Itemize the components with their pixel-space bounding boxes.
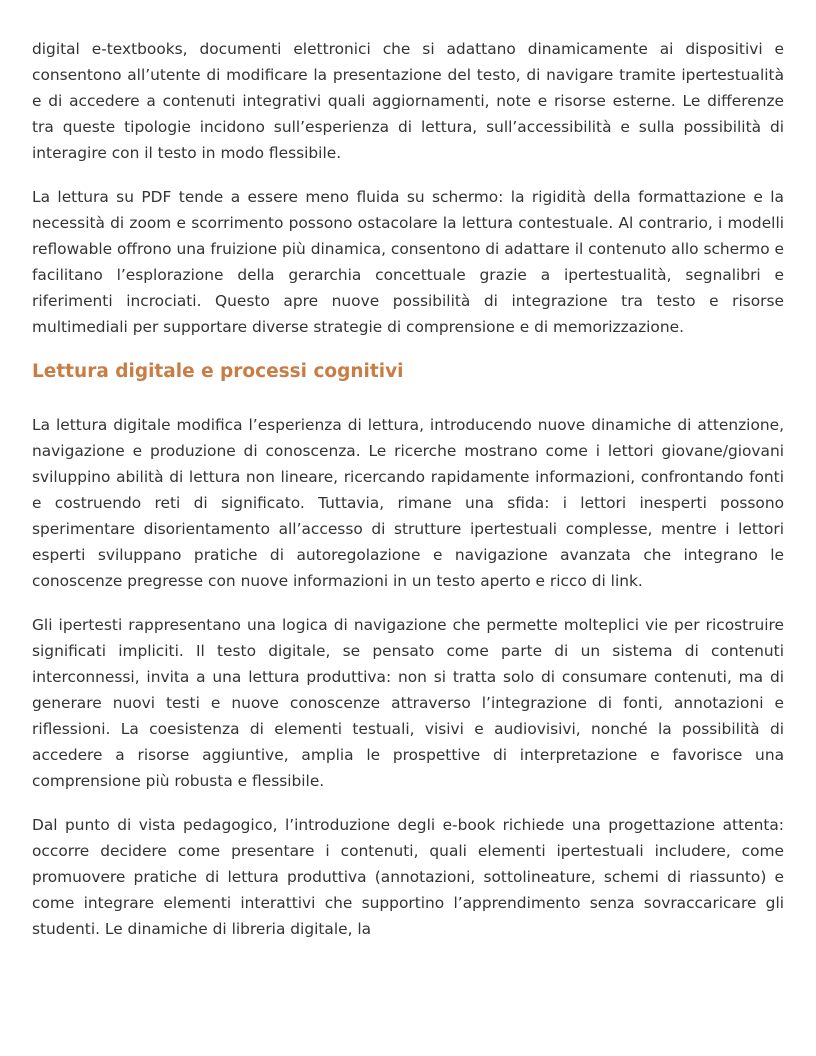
section-heading: Lettura digitale e processi cognitivi [32, 361, 404, 382]
paragraph-e-textbooks: digital e-textbooks, documenti elettronici che si adattano dinamicamente ai dispositivi e consentono all’utente di modificare la presentazione del testo, di navigare tramite ipertestualità e di accedere a contenuti integrativi quali aggiornamenti, note e risorse esterne. Le differenze tra queste tipologie incidono sull’esperienza di lettura, sull’accessibilità e sulla possibilità di interagire con il testo in modo flessibile. [32, 40, 784, 162]
document-page [32, 36, 784, 960]
paragraph-digital-reading: La lettura digitale modifica l’esperienza di lettura, introducendo nuove dinamiche di attenzione, navigazione e produzione di conoscenza. Le ricerche mostrano come i lettori giovane/giovani sviluppino abilità di lettura non lineare, ricercando rapidamente informazioni, confrontando fonti e costruendo reti di significato. Tuttavia, rimane una sfida: i lettori inesperti possono sperimentare disorientamento all’accesso di strutture ipertestuali complesse, mentre i lettori esperti sviluppano pratiche di autoregolazione e navigazione avanzata che integrano le conoscenze pregresse con nuove informazioni in un testo aperto e ricco di link. [32, 416, 784, 590]
paragraph-hypertext: Gli ipertesti rappresentano una logica di navigazione che permette molteplici vie per ricostruire significati impliciti. Il testo digitale, se pensato come parte di un sistema di contenuti interconnessi, invita a una lettura produttiva: non si tratta solo di consumare contenuti, ma di generare nuovi testi e nuove conoscenze attraverso l’integrazione di fonti, annotazioni e riflessioni. La coesistenza di elementi testuali, visivi e audiovisivi, nonché la possibilità di accedere a risorse aggiuntive, amplia le prospettive di interpretazione e favorisce una comprensione più robusta e flessibile. [32, 616, 784, 790]
paragraph-pedagogy: Dal punto di vista pedagogico, l’introduzione degli e-book richiede una progettazione attenta: occorre decidere come presentare i contenuti, quali elementi ipertestuali includere, come promuovere pratiche di lettura produttiva (annotazioni, sottolineature, schemi di riassunto) e come integrare elementi interattivi che supportino l’apprendimento senza sovraccaricare gli studenti. Le dinamiche di libreria digitale, la [32, 816, 784, 938]
paragraph-pdf-reading: La lettura su PDF tende a essere meno fluida su schermo: la rigidità della formattazione e la necessità di zoom e scorrimento possono ostacolare la lettura contestuale. Al contrario, i modelli reflowable offrono una fruizione più dinamica, consentono di adattare il contenuto allo schermo e facilitano l’esplorazione della gerarchia concettuale grazie a ipertestualità, segnalibri e riferimenti incrociati. Questo apre nuove possibilità di integrazione tra testo e risorse multimediali per supportare diverse strategie di comprensione e di memorizzazione. [32, 188, 784, 336]
